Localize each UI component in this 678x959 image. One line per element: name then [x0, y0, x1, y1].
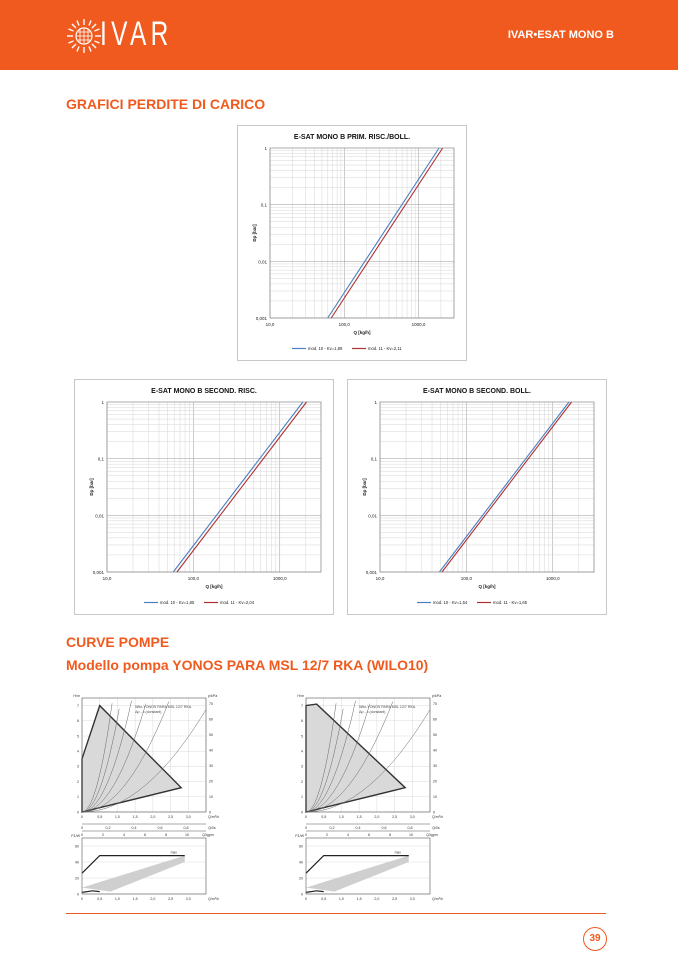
pump-caption: Δp - c (constant) — [359, 710, 386, 714]
power-x-tick: 1,5 — [356, 897, 362, 901]
footer-divider — [66, 913, 606, 914]
pump-curve-chart-right — [288, 690, 460, 905]
y-tick-label: 0,1 — [370, 456, 377, 462]
pump-x2-tick: 0,6 — [381, 826, 387, 830]
pump-caption: Wilo-YONOS PARA MSL 12/7 RKA — [135, 705, 192, 709]
power-min-curve — [82, 891, 100, 893]
pump-y-tick: 6 — [77, 719, 79, 724]
pump-y-right-label: p/kPa — [208, 694, 218, 698]
power-x-label: Q/m³/h — [208, 897, 219, 901]
y-tick-label: 1 — [101, 400, 104, 405]
x-tick-label: 10,0 — [375, 576, 385, 581]
power-x-tick: 0,5 — [321, 897, 327, 901]
pump-y-right-tick: 10 — [209, 794, 213, 799]
power-x-tick: 0 — [305, 897, 307, 901]
legend-label: mod. 10 - Kv=1,54 — [433, 600, 468, 605]
legend-label: mod. 10 - Kv=1,85 — [160, 600, 195, 605]
pump-x3-tick: Q/Igpm — [202, 833, 214, 837]
pump-model-subtitle: Modello pompa YONOS PARA MSL 12/7 RKA (WILO10) — [66, 657, 429, 673]
y-tick-label: 0,01 — [368, 513, 377, 519]
series-line — [173, 402, 303, 572]
y-axis-label: Dp [bar] — [362, 478, 367, 496]
brand-name: IVAR — [100, 15, 173, 53]
pump-x3-tick: 0 — [305, 833, 307, 837]
pump-operating-area — [82, 706, 181, 812]
pump-y-right-tick: 50 — [209, 732, 213, 737]
pump-y-right-tick: 20 — [433, 779, 437, 784]
power-y-label: P1/W — [295, 834, 304, 838]
pump-y-right-tick: 30 — [209, 763, 213, 768]
x-tick-label: 10,0 — [265, 322, 275, 327]
power-x-tick: 1,5 — [132, 897, 138, 901]
pump-y-right-label: p/kPa — [432, 694, 442, 698]
pump-x2-tick: 0,2 — [329, 826, 335, 830]
x-tick-label: 100,0 — [460, 576, 473, 581]
power-y-tick: 0 — [301, 892, 303, 897]
page-header — [0, 0, 678, 70]
power-max-label: max — [394, 850, 401, 855]
pump-x2-tick: Q/l/s — [208, 826, 216, 830]
pump-x3-tick: 2 — [102, 833, 104, 837]
section-title-pressure-loss: GRAFICI PERDITE DI CARICO — [66, 96, 266, 112]
pump-svg-right — [288, 690, 460, 905]
x-axis-label: Q [kg/h] — [478, 584, 496, 589]
pump-y-right-tick: 20 — [209, 779, 213, 784]
pump-x3-tick: 10 — [185, 833, 189, 837]
pump-y-axis-label: H/m — [297, 694, 304, 698]
pump-x3-tick: 8 — [389, 833, 391, 837]
x-tick-label: 100,0 — [187, 576, 200, 581]
power-y-label: P1/W — [71, 834, 80, 838]
power-x-tick: 1,0 — [338, 897, 344, 901]
plot-frame — [380, 402, 594, 572]
pump-x-tick: 2,5 — [168, 815, 174, 819]
x-tick-label: 100,0 — [338, 322, 350, 327]
pump-y-tick: 2 — [301, 779, 303, 784]
power-x-tick: 1,0 — [114, 897, 120, 901]
pump-x3-tick: 8 — [165, 833, 167, 837]
pump-x3-tick: 6 — [368, 833, 370, 837]
pump-x3-tick: 0 — [81, 833, 83, 837]
series-line — [177, 402, 307, 572]
power-y-tick: 40 — [75, 860, 79, 865]
pump-curve-chart-left — [64, 690, 236, 905]
power-y-tick: 20 — [75, 876, 79, 881]
y-tick-label: 1 — [374, 400, 377, 405]
series-line — [331, 148, 442, 318]
x-tick-label: 1000,0 — [411, 322, 426, 327]
power-x-tick: 2,0 — [150, 897, 156, 901]
pump-y-tick: 5 — [77, 734, 79, 739]
series-line — [439, 402, 569, 572]
legend-label: mod. 11 - Kv=2,11 — [368, 346, 402, 351]
pump-y-tick: 0 — [301, 810, 303, 815]
pump-y-tick: 7 — [77, 703, 79, 708]
power-y-tick: 20 — [299, 876, 303, 881]
pump-x3-tick: 4 — [347, 833, 349, 837]
x-axis-label: Q [kg/h] — [205, 584, 223, 589]
y-tick-label: 0,001 — [92, 570, 104, 575]
pump-x2-tick: 0,4 — [355, 826, 361, 830]
power-x-tick: 2,5 — [168, 897, 174, 901]
pump-x-tick: 0 — [81, 815, 83, 819]
pump-y-right-tick: 40 — [433, 748, 437, 753]
document-tag: IVAR•ESAT MONO B — [507, 29, 614, 41]
pump-x-tick: 3,0 — [409, 815, 415, 819]
chart-svg-second-risc — [75, 380, 333, 614]
x-tick-label: 1000,0 — [545, 576, 560, 581]
pump-caption: Wilo-YONOS PARA MSL 12/7 RKA — [359, 705, 416, 709]
pump-y-tick: 3 — [301, 764, 303, 769]
plot-frame — [107, 402, 321, 572]
pump-x3-tick: Q/Igpm — [426, 833, 438, 837]
pump-y-axis-label: H/m — [73, 694, 80, 698]
chart-svg-second-boll — [348, 380, 606, 614]
legend-label: mod. 11 - Kv=2,04 — [220, 600, 255, 605]
chart-second-boll — [347, 379, 607, 615]
pump-x-axis-label: Q/m³/h — [432, 815, 443, 819]
power-shaded-area — [82, 856, 185, 892]
chart-title: E-SAT MONO B SECOND. BOLL. — [423, 388, 531, 395]
pump-y-tick: 1 — [77, 795, 79, 800]
x-tick-label: 1000,0 — [272, 576, 287, 581]
series-line — [442, 402, 572, 572]
chart-title: E-SAT MONO B PRIM. RISC./BOLL. — [293, 134, 411, 141]
pump-y-right-tick: 60 — [209, 717, 213, 722]
pump-y-tick: 7 — [301, 703, 303, 708]
x-axis-label: Q [kg/h] — [353, 330, 371, 335]
power-shaded-area — [306, 856, 409, 892]
power-min-curve — [306, 891, 324, 893]
pump-x3-tick: 10 — [409, 833, 413, 837]
pump-y-tick: 4 — [77, 749, 79, 754]
pump-y-right-tick: 30 — [433, 763, 437, 768]
power-x-label: Q/m³/h — [432, 897, 443, 901]
power-x-tick: 2,5 — [392, 897, 398, 901]
pump-y-right-tick: 10 — [433, 794, 437, 799]
y-axis-label: Dp [bar] — [252, 224, 257, 242]
power-x-tick: 0 — [81, 897, 83, 901]
pump-x-tick: 1,0 — [114, 815, 120, 819]
y-tick-label: 0,1 — [260, 202, 267, 208]
pump-y-right-tick: 60 — [433, 717, 437, 722]
pump-y-tick: 6 — [301, 719, 303, 724]
legend-label: mod. 10 - Kv=1,89 — [308, 346, 343, 351]
section-title-pump-curves: CURVE POMPE — [66, 634, 170, 650]
pump-x-tick: 0,5 — [321, 815, 327, 819]
pump-x2-tick: 0,8 — [407, 826, 413, 830]
pump-x2-tick: 0 — [305, 826, 307, 830]
pump-y-right-tick: 50 — [433, 732, 437, 737]
power-y-tick: 60 — [75, 844, 79, 849]
y-tick-label: 0,01 — [95, 513, 104, 519]
power-x-tick: 3,0 — [409, 897, 415, 901]
pump-x-tick: 2,5 — [392, 815, 398, 819]
pump-x-tick: 0 — [305, 815, 307, 819]
y-tick-label: 0,001 — [255, 316, 267, 321]
page-number: 39 — [583, 927, 607, 951]
pump-y-tick: 0 — [77, 810, 79, 815]
pump-y-tick: 1 — [301, 795, 303, 800]
power-max-label: max — [170, 850, 177, 855]
power-x-tick: 3,0 — [185, 897, 191, 901]
pump-caption: Δp - c (constant) — [135, 710, 162, 714]
chart-prim-risc-boll — [237, 125, 467, 361]
chart-title: E-SAT MONO B SECOND. RISC. — [151, 388, 257, 395]
y-tick-label: 0,1 — [97, 456, 104, 462]
y-tick-label: 0,01 — [258, 259, 267, 265]
legend-label: mod. 11 - Kv=1,65 — [493, 600, 528, 605]
pump-y-right-tick: 0 — [209, 810, 211, 815]
pump-x-tick: 3,0 — [185, 815, 191, 819]
pump-y-tick: 3 — [77, 764, 79, 769]
pump-x-tick: 1,5 — [132, 815, 138, 819]
chart-second-risc — [74, 379, 334, 615]
pump-x-tick: 2,0 — [374, 815, 380, 819]
pump-y-right-tick: 0 — [433, 810, 435, 815]
pump-x-tick: 1,5 — [356, 815, 362, 819]
y-axis-label: Dp [bar] — [89, 478, 94, 496]
power-y-tick: 60 — [299, 844, 303, 849]
pump-y-tick: 4 — [301, 749, 303, 754]
pump-x3-tick: 2 — [326, 833, 328, 837]
pump-y-right-tick: 40 — [209, 748, 213, 753]
pump-svg-left — [64, 690, 236, 905]
y-tick-label: 1 — [264, 146, 267, 151]
pump-x-axis-label: Q/m³/h — [208, 815, 219, 819]
pump-x3-tick: 4 — [123, 833, 125, 837]
power-y-tick: 40 — [299, 860, 303, 865]
power-y-tick: 0 — [77, 892, 79, 897]
pump-x-tick: 0,5 — [97, 815, 103, 819]
pump-x2-tick: 0,6 — [157, 826, 163, 830]
pump-x3-tick: 6 — [144, 833, 146, 837]
pump-x-tick: 1,0 — [338, 815, 344, 819]
pump-x2-tick: 0,8 — [183, 826, 189, 830]
pump-y-tick: 2 — [77, 779, 79, 784]
ivar-sun-logo-icon — [66, 18, 102, 54]
pump-y-tick: 5 — [301, 734, 303, 739]
pump-y-right-tick: 70 — [433, 701, 437, 706]
chart-svg-prim — [238, 126, 466, 360]
pump-y-right-tick: 70 — [209, 701, 213, 706]
power-x-tick: 2,0 — [374, 897, 380, 901]
pump-x2-tick: 0 — [81, 826, 83, 830]
pump-x2-tick: Q/l/s — [432, 826, 440, 830]
power-x-tick: 0,5 — [97, 897, 103, 901]
pump-x2-tick: 0,4 — [131, 826, 137, 830]
pump-x-tick: 2,0 — [150, 815, 156, 819]
pump-x2-tick: 0,2 — [105, 826, 111, 830]
x-tick-label: 10,0 — [102, 576, 112, 581]
y-tick-label: 0,001 — [365, 570, 377, 575]
